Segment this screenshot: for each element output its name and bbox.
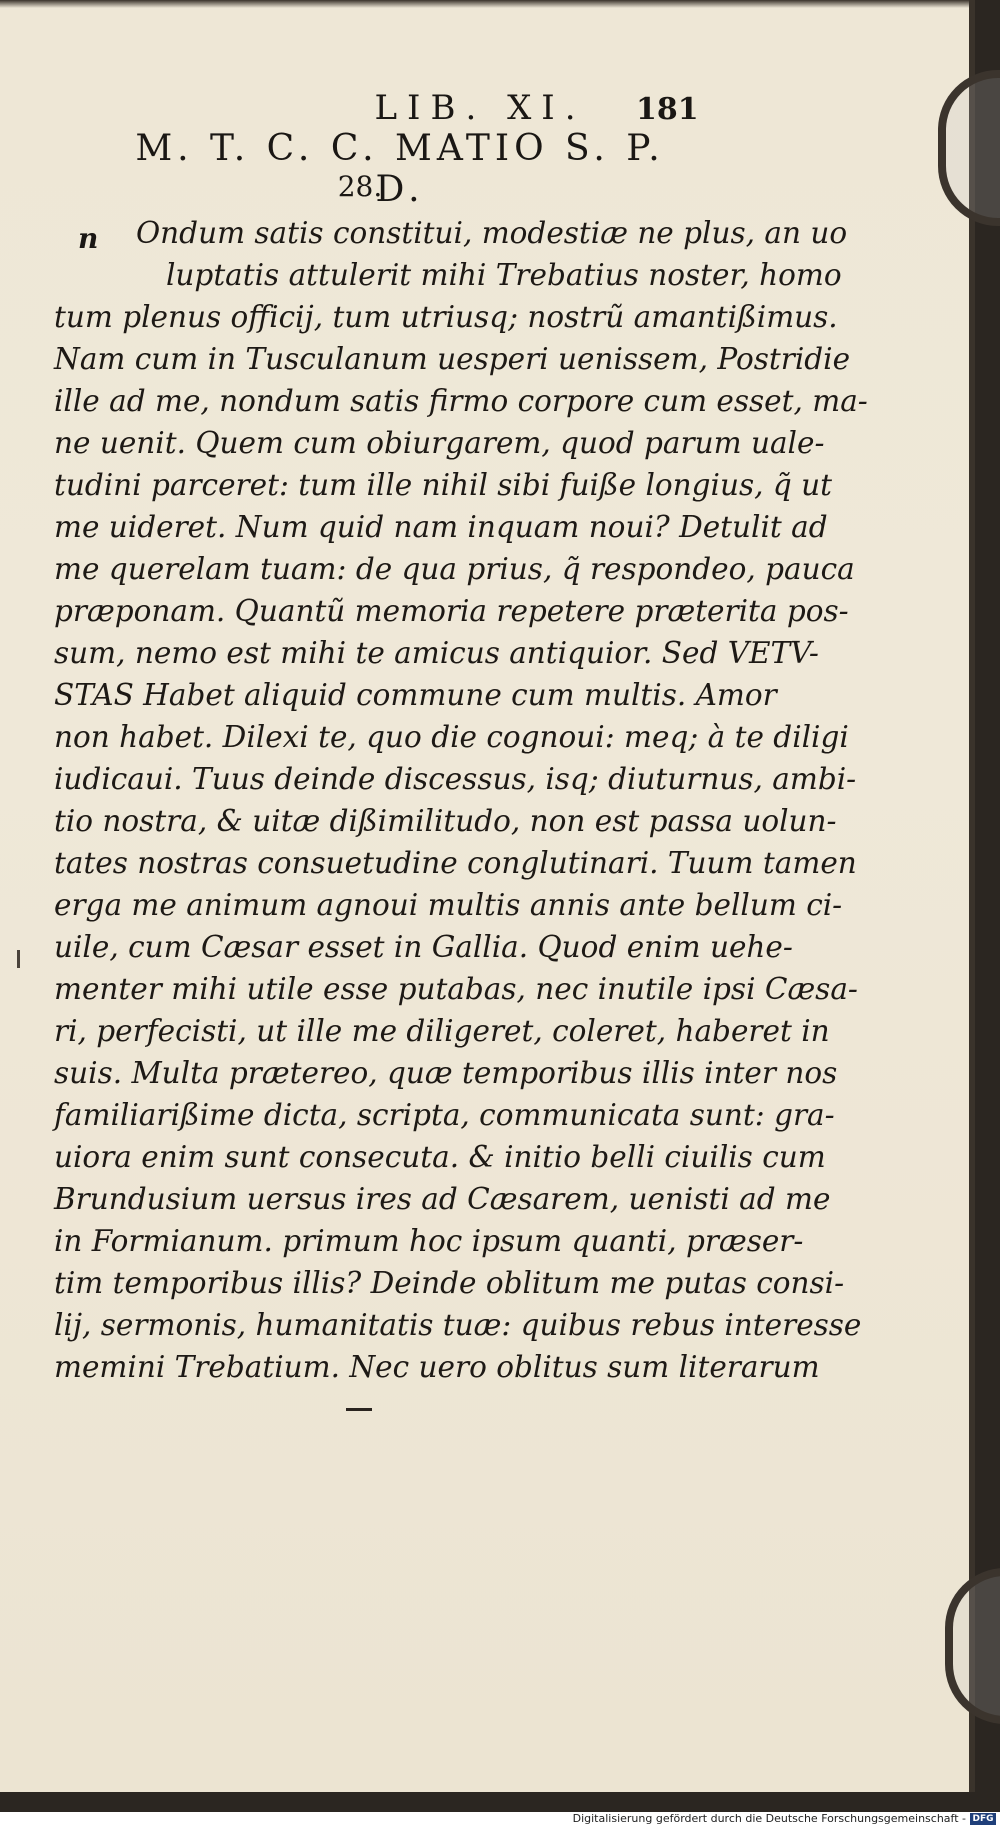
running-head: LIB. XI. [374, 88, 586, 128]
text-line: menter mihi utile esse putabas, nec inutile ipsi Cæsa- [54, 972, 858, 1006]
text-line: ille ad me, nondum satis firmo corpore cum esset, ma- [54, 384, 868, 418]
text-line: erga me animum agnoui multis annis ante bellum ci- [54, 888, 843, 922]
text-line: me querelam tuam: de qua prius, q̃ respondeo, pauca [54, 552, 855, 586]
text-line: uile, cum Cæsar esset in Gallia. Quod enim uehe- [54, 930, 793, 964]
text-line: familiarißime dicta, scripta, communicata sunt: gra- [54, 1098, 835, 1132]
page-end-mark [346, 1408, 372, 1411]
text-line: Ondum satis constitui, modestiæ ne plus, an uo [136, 216, 848, 250]
scan-bottom-edge [0, 1792, 1000, 1812]
text-line: memini Trebatium. Nec uero oblitus sum literarum [54, 1350, 820, 1384]
letter-number: 28. [337, 170, 383, 203]
page-number: 181 [636, 92, 699, 127]
text-line: non habet. Dilexi te, quo die cognoui: meq; à te diligi [54, 720, 849, 754]
text-line: tates nostras consuetudine conglutinari. Tuum tamen [54, 846, 857, 880]
page-top-shadow [0, 0, 975, 8]
text-line: præponam. Quantũ memoria repetere præterita pos- [54, 594, 849, 628]
text-line: me uideret. Num quid nam inquam noui? Detulit ad [54, 510, 828, 544]
text-line: lij, sermonis, humanitatis tuæ: quibus rebus interesse [54, 1308, 862, 1342]
text-line: ne uenit. Quem cum obiurgarem, quod parum uale- [54, 426, 825, 460]
text-line: tio nostra, & uitæ dißimilitudo, non est passa uolun- [54, 804, 837, 838]
text-line: suis. Multa prætereo, quæ temporibus illis inter nos [54, 1056, 838, 1090]
text-line: tum plenus officij, tum utriusq; nostrũ amantißimus. [54, 300, 838, 334]
margin-mark [17, 950, 20, 968]
text-line: tim temporibus illis? Deinde oblitum me putas consi- [54, 1266, 845, 1300]
text-line: STAS Habet aliquid commune cum multis. Amor [54, 678, 777, 712]
text-line: sum, nemo est mihi te amicus antiquior. Sed VETV- [54, 636, 819, 670]
text-line: Brundusium uersus ires ad Cæsarem, uenisti ad me [54, 1182, 831, 1216]
text-line: luptatis attulerit mihi Trebatius noster, homo [166, 258, 842, 292]
text-line: in Formianum. primum hoc ipsum quanti, præser- [54, 1224, 804, 1258]
letter-salutation: M. T. C. C. MATIO S. P. D. [135, 128, 665, 210]
text-line: tudini parceret: tum ille nihil sibi fuiße longius, q̃ ut [54, 468, 832, 502]
digitization-credit: Digitalisierung gefördert durch die Deutsche Forschungsgemeinschaft - [572, 1812, 966, 1825]
dfg-logo: DFG [970, 1813, 996, 1825]
text-line: uiora enim sunt consecuta. & initio belli ciuilis cum [54, 1140, 826, 1174]
text-line: Nam cum in Tusculanum uesperi uenissem, Postridie [54, 342, 851, 376]
text-line: ri, perfecisti, ut ille me diligeret, coleret, haberet in [54, 1014, 830, 1048]
initial-guide-letter: n [78, 222, 99, 255]
letter-body [54, 212, 868, 1388]
text-line: iudicaui. Tuus deinde discessus, isq; diuturnus, ambi- [54, 762, 857, 796]
